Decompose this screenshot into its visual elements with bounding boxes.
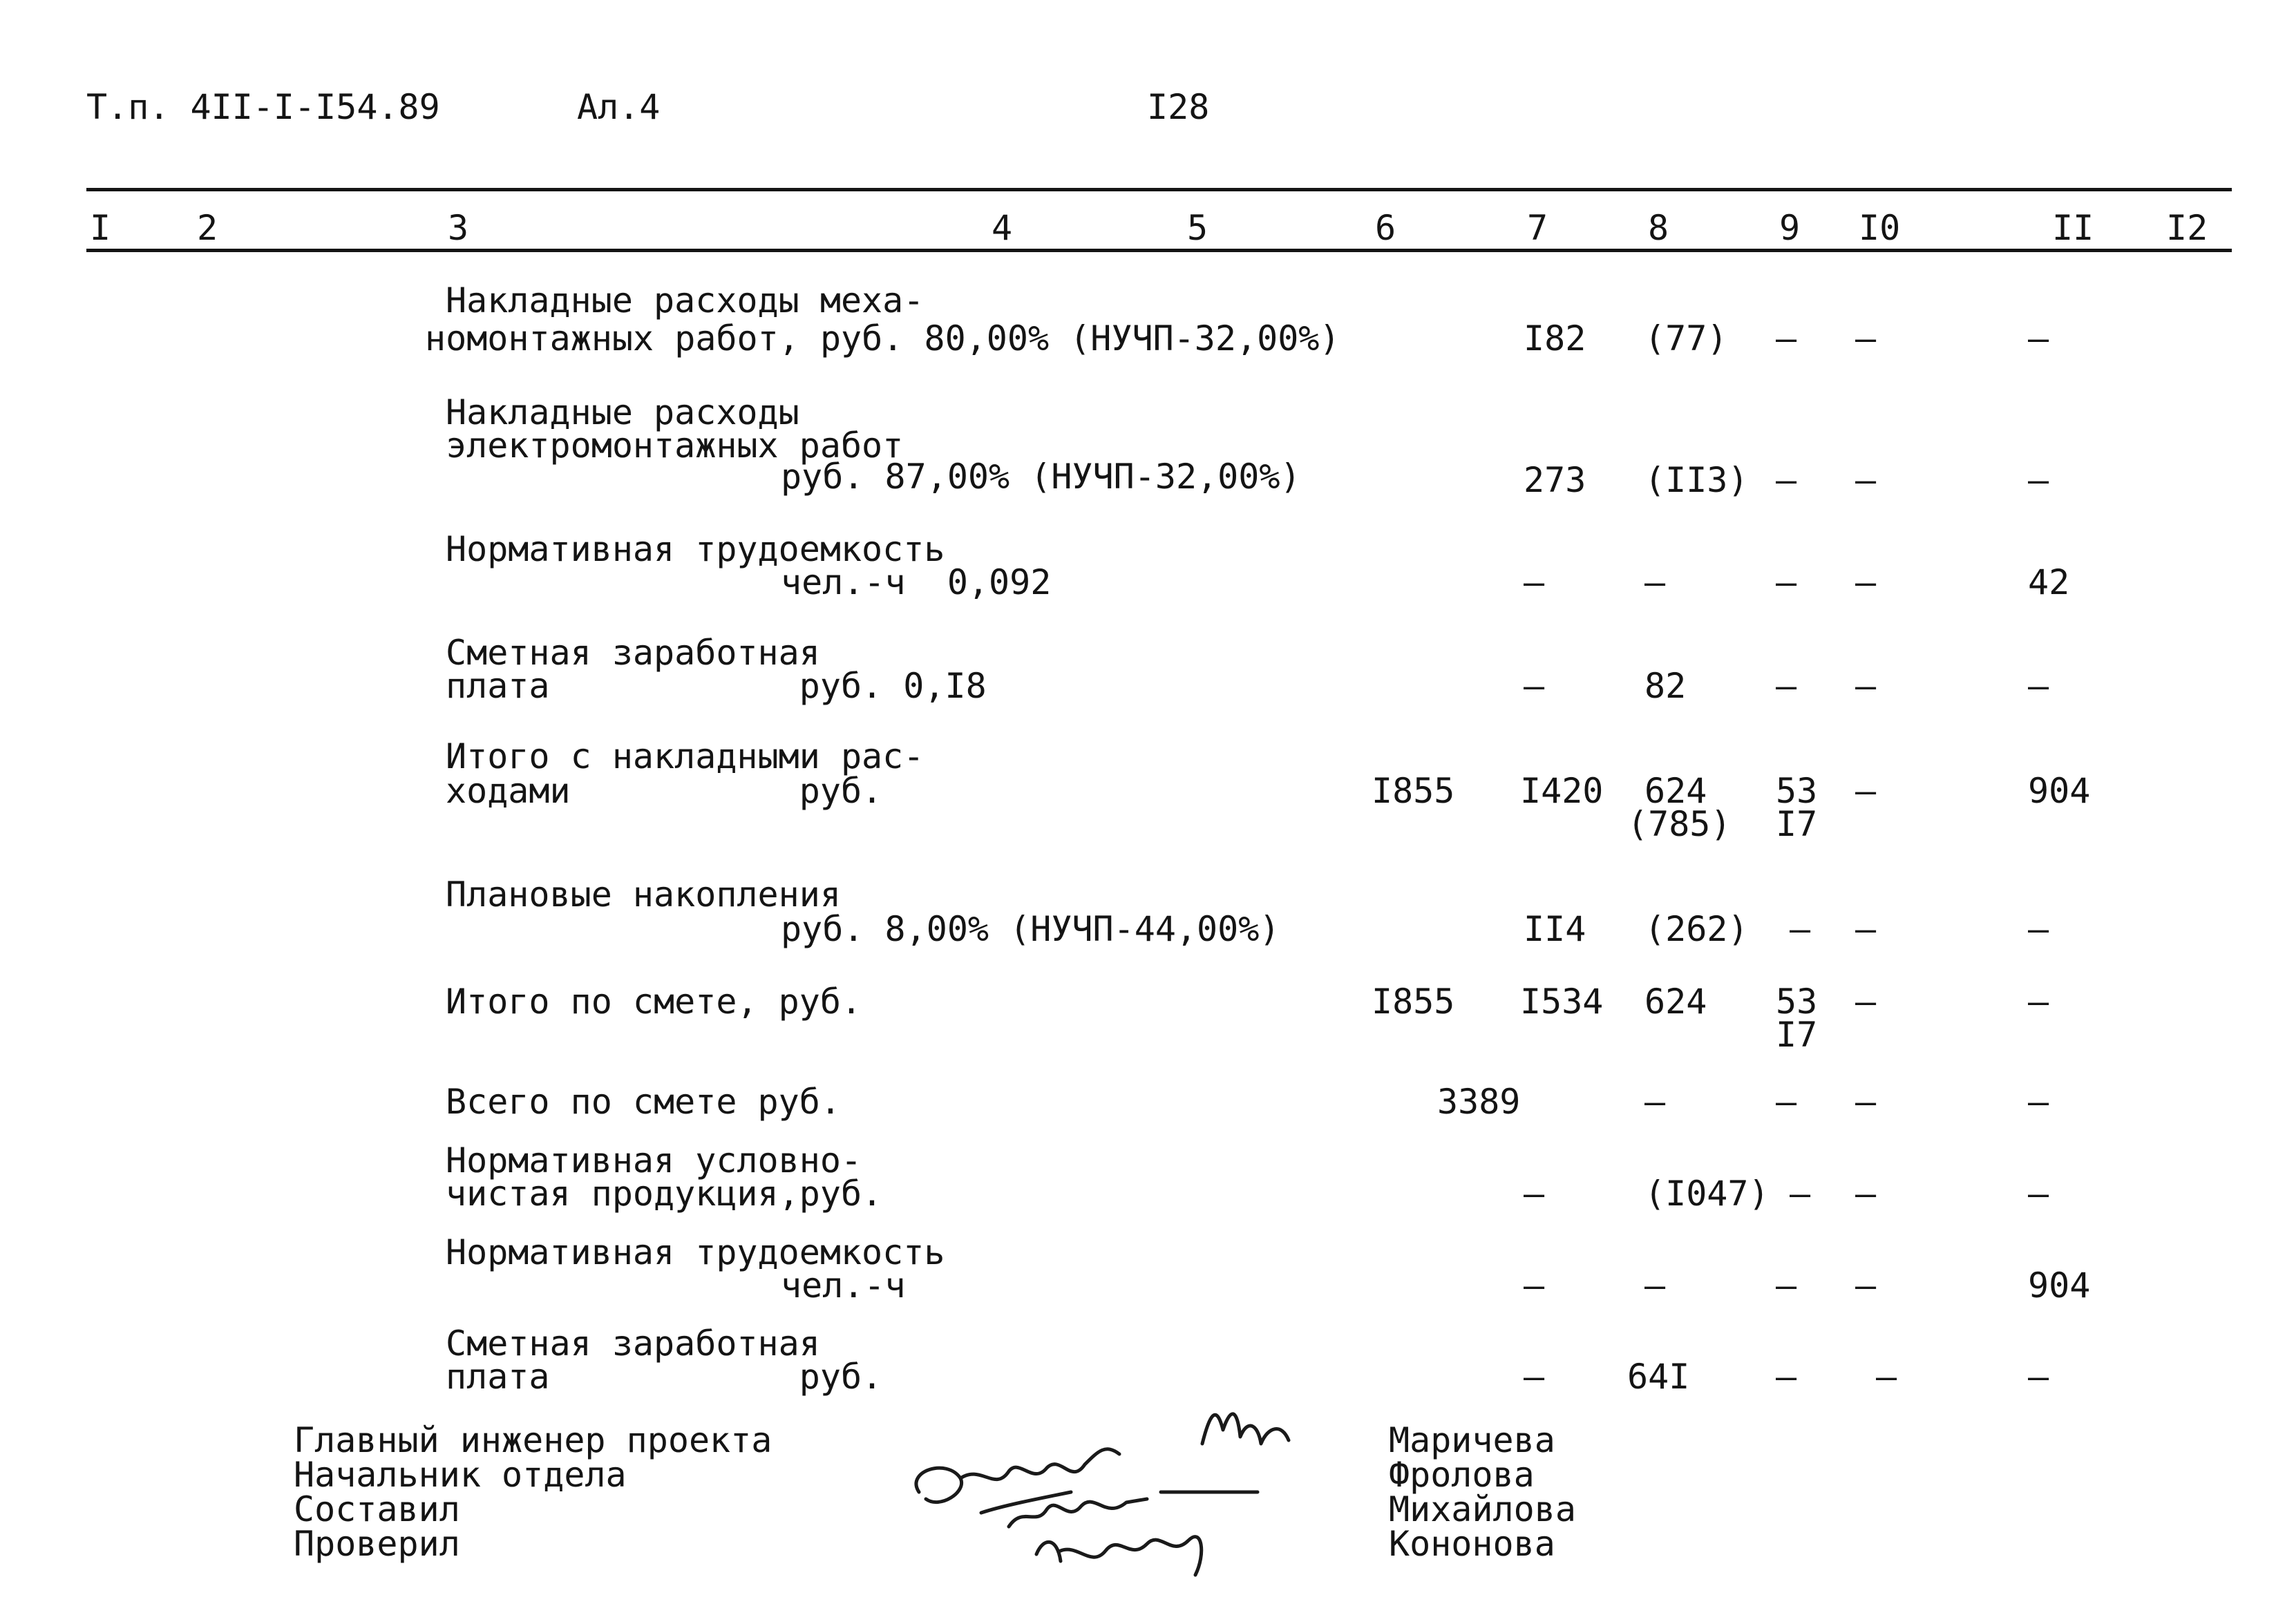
row-0-col9: – [1776, 318, 1797, 359]
row-1-col7: 273 [1524, 460, 1586, 500]
row-5-col9: – [1790, 909, 1811, 949]
row-3-col11: – [2028, 666, 2049, 706]
row-10-col10: – [1876, 1357, 1897, 1397]
name-mikhailova: Михайлова [1389, 1489, 1576, 1529]
row-7-col10: – [1855, 1082, 1877, 1122]
table-header-rule [86, 249, 2232, 252]
col-header-10: I0 [1859, 208, 1901, 248]
row-6-col9: 53 [1776, 982, 1818, 1022]
col-header-9: 9 [1779, 208, 1801, 248]
row-10-text-2: плата руб. [446, 1357, 883, 1397]
row-0-col10: – [1855, 318, 1877, 359]
row-5-col11: – [2028, 909, 2049, 949]
row-7-col6-7: 3389 [1437, 1082, 1521, 1122]
position-chief-engineer: Главный инженер проекта [294, 1420, 772, 1460]
row-0-col7: I82 [1524, 318, 1586, 359]
row-9-text-1: Нормативная трудоемкость [446, 1232, 945, 1272]
row-4-col6: I855 [1372, 771, 1455, 811]
row-2-col11: 42 [2028, 562, 2070, 602]
col-header-4: 4 [992, 208, 1013, 248]
row-1-col9: – [1776, 460, 1797, 500]
row-5-col10: – [1855, 909, 1877, 949]
row-4-col7: I420 [1520, 771, 1604, 811]
table-top-rule [86, 188, 2232, 191]
row-9-text-2: чел.-ч [781, 1265, 906, 1306]
row-9-col8: – [1644, 1265, 1666, 1306]
col-header-5: 5 [1187, 208, 1208, 248]
position-compiled-by: Составил [294, 1489, 460, 1529]
row-0-col8: (77) [1644, 318, 1728, 359]
row-5-text-2: руб. 8,00% (НУЧП-44,00%) [781, 909, 1280, 949]
row-3-text-2: плата руб. 0,I8 [446, 666, 987, 706]
row-4-text-2: ходами руб. [446, 771, 883, 811]
project-code: Т.п. 4II-I-I54.89 [86, 87, 440, 127]
row-2-text-2: чел.-ч 0,092 [781, 562, 1052, 602]
row-6-col10: – [1855, 982, 1877, 1022]
row-7-col8: – [1644, 1082, 1666, 1122]
row-10-col8: 64I [1627, 1357, 1690, 1397]
row-1-text-1: Накладные расходы [446, 392, 799, 432]
page-number: I28 [1147, 87, 1210, 127]
row-0-text-2: номонтажных работ, руб. 80,00% (НУЧП-32,00%) [425, 318, 1340, 359]
row-6-col8: 624 [1644, 982, 1707, 1022]
row-5-text-1: Плановые накопления [446, 875, 841, 915]
row-4-col11: 904 [2028, 771, 2091, 811]
row-6-col9-sub: I7 [1776, 1015, 1818, 1055]
row-7-text-1: Всего по смете руб. [446, 1082, 841, 1122]
album-number: Ал.4 [577, 87, 661, 127]
row-6-text-1: Итого по смете, руб. [446, 982, 862, 1022]
row-10-col7: – [1524, 1357, 1545, 1397]
row-9-col11: 904 [2028, 1265, 2091, 1306]
name-marichieva: Маричева [1389, 1420, 1555, 1460]
row-10-col11: – [2028, 1357, 2049, 1397]
row-6-col11: – [2028, 982, 2049, 1022]
row-4-col8: 624 [1644, 771, 1707, 811]
row-4-col10: – [1855, 771, 1877, 811]
row-4-text-1: Итого с накладными рас- [446, 736, 925, 776]
row-3-col7: – [1524, 666, 1545, 706]
row-2-col10: – [1855, 562, 1877, 602]
col-header-6: 6 [1375, 208, 1396, 248]
row-2-text-1: Нормативная трудоемкость [446, 529, 945, 569]
row-8-col8: (I047) [1644, 1174, 1770, 1214]
col-header-3: 3 [448, 208, 469, 248]
col-header-2: 2 [197, 208, 218, 248]
row-7-col9: – [1776, 1082, 1797, 1122]
row-1-col10: – [1855, 460, 1877, 500]
position-department-head: Начальник отдела [294, 1455, 627, 1495]
row-3-col9: – [1776, 666, 1797, 706]
row-6-col6: I855 [1372, 982, 1455, 1022]
col-header-7: 7 [1527, 208, 1548, 248]
row-3-text-1: Сметная заработная [446, 633, 820, 673]
row-1-text-2: электромонтажных работ [446, 426, 904, 466]
row-10-text-1: Сметная заработная [446, 1324, 820, 1364]
row-9-col9: – [1776, 1265, 1797, 1306]
row-2-col9: – [1776, 562, 1797, 602]
row-8-col10: – [1855, 1174, 1877, 1214]
row-8-text-2: чистая продукция,руб. [446, 1174, 883, 1214]
row-4-col8-sub: (785) [1627, 804, 1732, 844]
row-9-col10: – [1855, 1265, 1877, 1306]
row-9-col7: – [1524, 1265, 1545, 1306]
name-kononova: Кононова [1389, 1524, 1555, 1564]
row-8-col7: – [1524, 1174, 1545, 1214]
row-2-col7: – [1524, 562, 1545, 602]
col-header-12: I2 [2166, 208, 2208, 248]
row-7-col11: – [2028, 1082, 2049, 1122]
row-3-col8: 82 [1644, 666, 1687, 706]
row-3-col10: – [1855, 666, 1877, 706]
col-header-1: I [90, 208, 111, 248]
row-1-text-3: руб. 87,00% (НУЧП-32,00%) [781, 457, 1301, 497]
row-0-col11: – [2028, 318, 2049, 359]
name-frolova: Фролова [1389, 1455, 1535, 1495]
row-4-col9-sub: I7 [1776, 804, 1818, 844]
row-4-col9: 53 [1776, 771, 1818, 811]
row-8-col11: – [2028, 1174, 2049, 1214]
col-header-11: II [2052, 208, 2094, 248]
row-6-col7: I534 [1520, 982, 1604, 1022]
row-8-text-1: Нормативная условно- [446, 1140, 862, 1181]
row-1-col11: – [2028, 460, 2049, 500]
handwritten-signatures [898, 1388, 1340, 1616]
row-1-col8: (II3) [1644, 460, 1749, 500]
col-header-8: 8 [1648, 208, 1669, 248]
row-10-col9: – [1776, 1357, 1797, 1397]
row-0-text-1: Накладные расходы меха- [446, 280, 925, 321]
position-checked-by: Проверил [294, 1524, 460, 1564]
row-5-col7: II4 [1524, 909, 1586, 949]
row-2-col8: – [1644, 562, 1666, 602]
row-5-col8: (262) [1644, 909, 1749, 949]
row-8-col9: – [1790, 1174, 1811, 1214]
